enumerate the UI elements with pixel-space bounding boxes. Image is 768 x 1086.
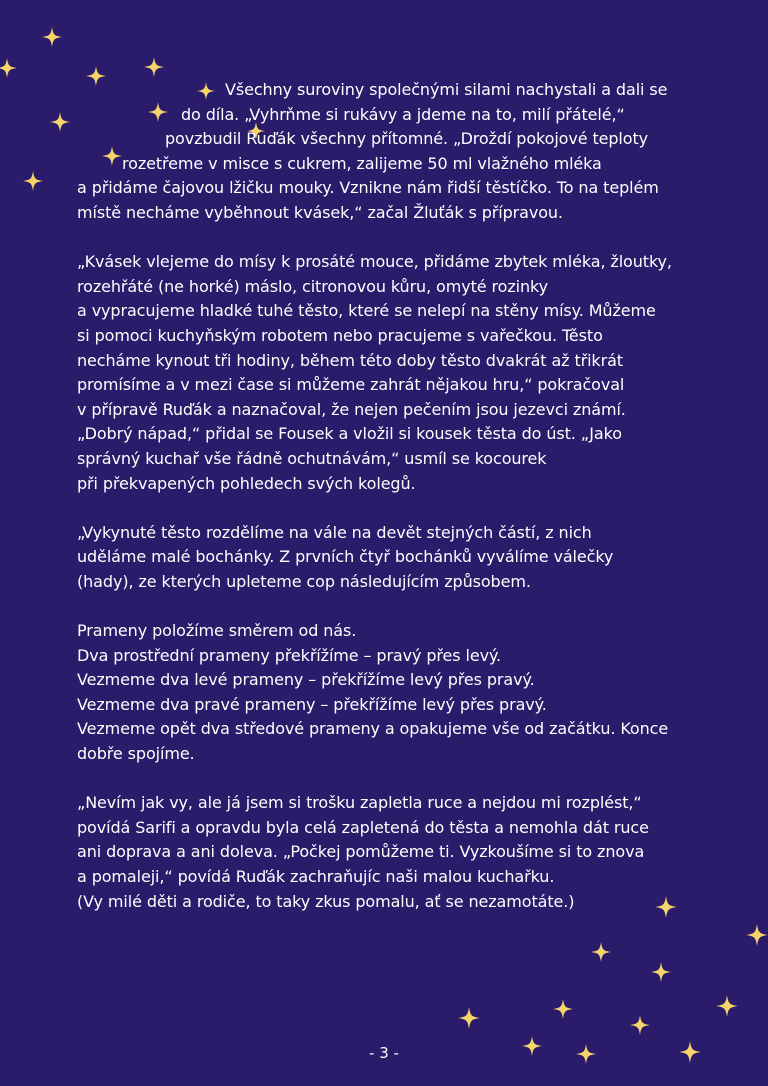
text-line: povídá Sarifi a opravdu byla celá zapletená do těsta a nemohla dát ruce <box>77 817 649 837</box>
text-line: uděláme malé bochánky. Z prvních čtyř bochánků vyválíme válečky <box>77 547 614 567</box>
text-line: (hady), ze kterých upleteme cop následujícím způsobem. <box>77 571 531 591</box>
star-icon <box>651 962 671 982</box>
star-icon <box>746 924 768 946</box>
text-line: Všechny suroviny společnými silami nachystali a dali se <box>225 80 668 99</box>
text-line: a přidáme čajovou lžičku mouky. Vznikne nám řidší těstíčko. To na teplém <box>77 178 659 198</box>
text-line: necháme kynout tři hodiny, během této doby těsto dvakrát až třikrát <box>77 350 623 370</box>
star-icon <box>42 27 62 47</box>
text-line: a pomaleji,“ povídá Ruďák zachraňujíc naši malou kuchařku. <box>77 867 555 886</box>
text-line: „Vykynuté těsto rozdělíme na vále na devět stejných částí, z nich <box>77 522 592 542</box>
text-line: rozehřáté (ne horké) máslo, citronovou kůru, omyté rozinky <box>77 276 548 296</box>
story-text <box>77 78 717 914</box>
star-icon <box>553 999 573 1019</box>
star-icon <box>458 1007 480 1029</box>
text-line: rozetřeme v misce s cukrem, zalijeme 50 ml vlažného mléka <box>122 153 602 173</box>
star-icon <box>144 57 164 77</box>
star-icon <box>716 995 738 1017</box>
text-line: „Nevím jak vy, ale já jsem si trošku zapletla ruce a nejdou mi rozplést,“ <box>77 793 642 813</box>
text-line: (Vy milé děti a rodiče, to taky zkus pomalu, ať se nezamotáte.) <box>77 891 575 911</box>
text-line: do díla. „Vyhrňme si rukávy a jdeme na to, milí přátelé,“ <box>181 104 625 124</box>
star-icon <box>630 1015 650 1035</box>
text-line: Dva prostřední prameny překřížíme – pravý přes levý. <box>77 645 502 665</box>
text-line: „Dobrý nápad,“ přidal se Fousek a vložil si kousek těsta do úst. „Jako <box>77 424 622 444</box>
star-icon <box>591 942 611 962</box>
text-line: při překvapených pohledech svých kolegů. <box>77 473 416 493</box>
text-line: „Kvásek vlejeme do mísy k prosáté mouce, přidáme zbytek mléka, žloutky, <box>77 252 672 272</box>
text-line: dobře spojíme. <box>77 744 195 764</box>
text-line: Prameny položíme směrem od nás. <box>77 621 357 641</box>
text-line: Vezmeme dva levé prameny – překřížíme levý přes pravý. <box>77 670 535 690</box>
text-line: místě necháme vyběhnout kvásek,“ začal Žluťák s přípravou. <box>77 202 563 222</box>
text-line: v přípravě Ruďák a naznačoval, že nejen pečením jsou jezevci známí. <box>77 399 626 419</box>
text-line: si pomoci kuchyňským robotem nebo pracujeme s vařečkou. Těsto <box>77 325 603 345</box>
star-icon <box>23 171 43 191</box>
text-line: správný kuchař vše řádně ochutnávám,“ usmíl se kocourek <box>77 448 547 468</box>
page-number: - 3 - <box>369 1044 399 1062</box>
text-line: Vezmeme opět dva středové prameny a opakujeme vše od začátku. Konce <box>77 719 669 739</box>
text-line: povzbudil Ruďák všechny přítomné. „Droždí pokojové teploty <box>165 129 649 149</box>
star-icon <box>0 58 17 78</box>
text-line: a vypracujeme hladké tuhé těsto, které se nelepí na stěny mísy. Můžeme <box>77 301 656 321</box>
text-line: Vezmeme dva pravé prameny – překřížíme levý přes pravý. <box>77 694 547 714</box>
text-line: promísíme a v mezi čase si můžeme zahrát nějakou hru,“ pokračoval <box>77 375 625 395</box>
star-icon <box>50 112 70 132</box>
text-line: ani doprava a ani doleva. „Počkej pomůžeme ti. Vyzkoušíme si to znova <box>77 842 645 862</box>
